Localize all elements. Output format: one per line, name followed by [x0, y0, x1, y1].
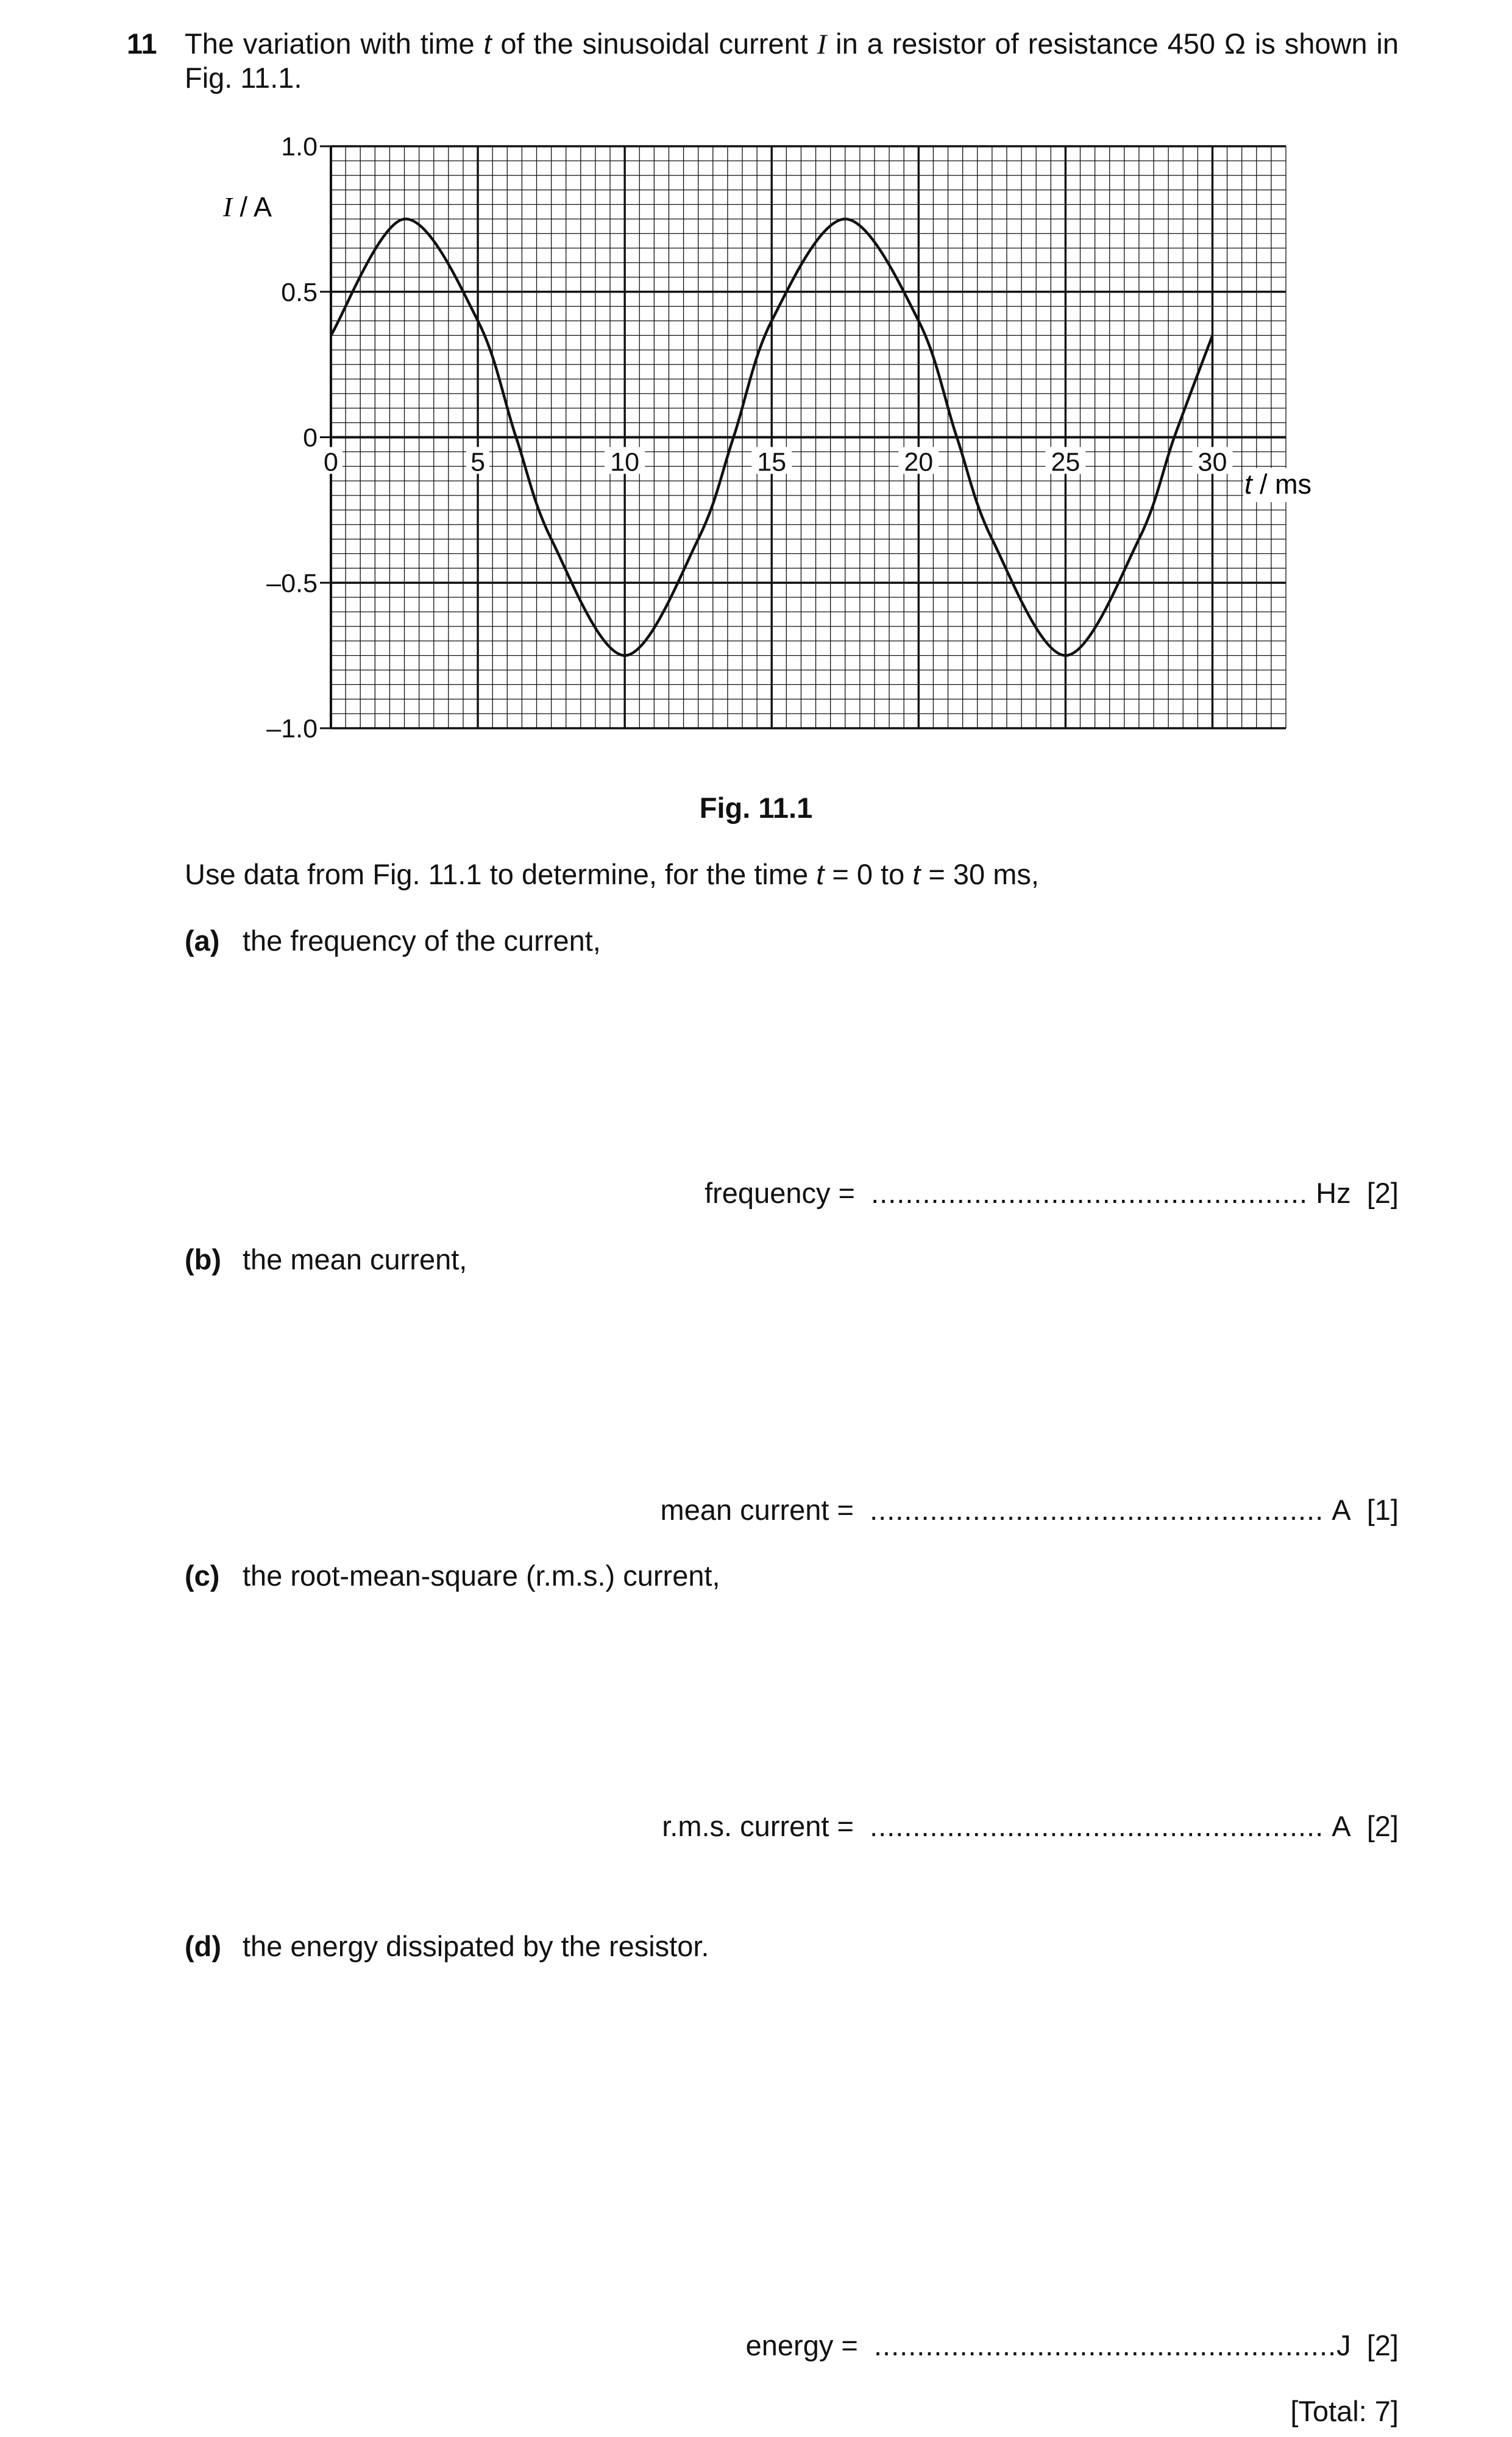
- y-axis-label-symbol: I: [223, 192, 232, 222]
- question-stem: [185, 26, 1399, 63]
- x-axis-label: [1244, 469, 1311, 500]
- answer-label: energy =: [745, 2329, 858, 2361]
- y-axis-label-unit: / A: [232, 191, 272, 222]
- question-number: 11: [127, 27, 157, 60]
- answer-blank[interactable]: .....................................................: [870, 1810, 1324, 1842]
- figure-11-1: [201, 122, 1353, 759]
- part-d-answer-line: [746, 2327, 1399, 2364]
- answer-unit: Hz: [1316, 1177, 1351, 1209]
- answer-unit: A: [1332, 1810, 1351, 1842]
- x-axis-label-symbol: t: [1244, 469, 1252, 500]
- x-tick-label: 20: [904, 447, 934, 477]
- x-tick-label: 5: [470, 447, 486, 477]
- part-c-answer-line: [662, 1808, 1399, 1845]
- y-tick-label: 0: [303, 423, 318, 453]
- y-tick-label: –0.5: [266, 569, 318, 598]
- stem-symbol-t: t: [483, 27, 492, 60]
- instruction-part: Use data from Fig. 11.1 to determine, for the time: [185, 858, 817, 890]
- instruction-symbol-t: t: [816, 858, 825, 890]
- part-a-label: (a): [185, 924, 220, 957]
- answer-blank[interactable]: ...................................................: [871, 1177, 1308, 1209]
- y-tick-label: 0.5: [281, 277, 318, 307]
- answer-unit: A: [1332, 1494, 1351, 1526]
- current-time-graph: [201, 122, 1353, 756]
- answer-label: r.m.s. current =: [662, 1810, 854, 1842]
- part-d-label: (d): [185, 1930, 222, 1962]
- x-axis-label-unit: / ms: [1252, 469, 1312, 500]
- answer-blank[interactable]: ......................................................: [873, 2329, 1337, 2361]
- x-tick-label: 10: [610, 447, 640, 477]
- part-a-answer-line: [705, 1175, 1399, 1211]
- y-tick-label: –1.0: [266, 714, 318, 743]
- marks: [2]: [1366, 1177, 1399, 1209]
- instruction-text: [185, 856, 1039, 893]
- part-c-question: the root-mean-square (r.m.s.) current,: [243, 1559, 720, 1592]
- marks: [2]: [1366, 1810, 1399, 1842]
- part-d-question: the energy dissipated by the resistor.: [243, 1930, 709, 1962]
- instruction-part: = 0 to: [824, 858, 913, 890]
- stem-text: The variation with time: [185, 27, 484, 60]
- question-stem-continuation: Fig. 11.1.: [185, 62, 302, 94]
- stem-text: in a resistor of resistance 450 Ω is shown in: [826, 27, 1399, 60]
- instruction-part: = 30 ms,: [920, 858, 1039, 890]
- part-a-question: the frequency of the current,: [243, 924, 601, 957]
- marks: [1]: [1366, 1494, 1399, 1526]
- answer-unit: J: [1336, 2329, 1351, 2361]
- figure-caption: Fig. 11.1: [699, 792, 813, 824]
- part-b-label: (b): [185, 1243, 222, 1275]
- x-tick-label: 30: [1198, 447, 1227, 477]
- answer-label: frequency =: [705, 1177, 855, 1209]
- x-tick-label: 0: [324, 447, 338, 477]
- marks: [2]: [1366, 2329, 1399, 2361]
- stem-text: of the sinusoidal current: [491, 27, 817, 60]
- y-tick-label: 1.0: [281, 132, 318, 161]
- stem-symbol-i: I: [817, 29, 827, 60]
- x-axis-label-group: [1243, 468, 1335, 502]
- instruction-symbol-t: t: [912, 858, 921, 890]
- part-c-label: (c): [185, 1559, 220, 1592]
- total-marks: [Total: 7]: [1290, 2395, 1399, 2427]
- x-tick-label: 15: [757, 447, 787, 477]
- part-b-question: the mean current,: [243, 1243, 467, 1275]
- part-b-answer-line: [661, 1492, 1399, 1528]
- answer-label: mean current =: [660, 1494, 854, 1526]
- x-tick-label: 25: [1051, 447, 1081, 477]
- y-axis-label: [222, 191, 272, 222]
- answer-blank[interactable]: .....................................................: [870, 1494, 1324, 1526]
